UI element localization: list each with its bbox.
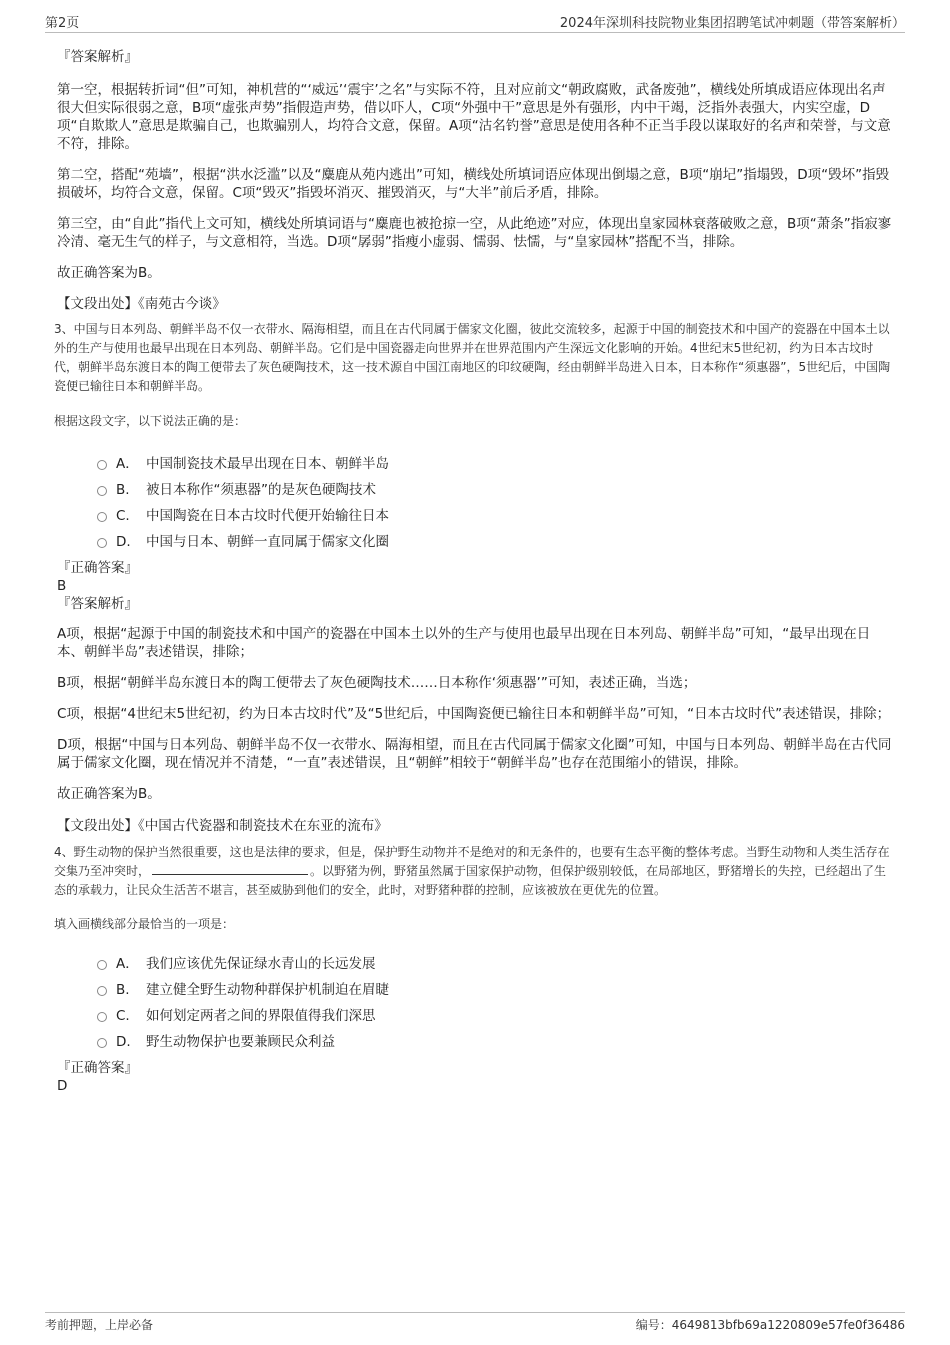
footer-slogan: 考前押题，上岸必备 [45,1318,154,1332]
source-citation: 【文段出处】《南苑古今谈》 [57,296,226,312]
radio-icon[interactable] [97,512,107,522]
option-c[interactable]: C. 如何划定两者之间的界限值得我们深思 [57,1003,895,1029]
source-citation: 【文段出处】《中国古代瓷器和制瓷技术在东亚的流布》 [57,818,388,834]
radio-icon[interactable] [97,486,107,496]
conclusion: 故正确答案为B。 [57,265,161,281]
question-3-stem: 3、中国与日本列岛、朝鲜半岛不仅一衣带水、隔海相望，而且在古代同属于儒家文化圈，彼此交流较多，起源于中国的制瓷技术和中国产的瓷器在中国本土以外的生产与使用也最早出现在日本列岛、朝鲜半岛。它们是中国瓷器走向世界并在世界范围内产生深远文化影响的开始。4世纪末5世纪初，约为日本古坟时代，朝鲜半岛东渡日本的陶工便带去了灰色硬陶技术，这一技术源自中国江南地区的印纹硬陶，经由朝鲜半岛进入日本，日本称作“须惠器”，5世纪后，中国陶瓷便已输往日本和朝鲜半岛。 [54,322,891,393]
analysis-option-a: A项，根据“起源于中国的制瓷技术和中国产的瓷器在中国本土以外的生产与使用也最早出现在日本列岛、朝鲜半岛”可知，“最早出现在日本、朝鲜半岛”表述错误，排除； [57,626,871,660]
analysis-paragraph-1: 第一空，根据转折词“但”可知，神机营的“‘威远’‘震宇’之名”与实际不符，且对应前文“朝政腐败，武备废弛”，横线处所填成语应体现出名声很大但实际很弱之意，B项“虚张声势”指假造声势，借以吓人，C项“外强中干”意思是外有强形，内中干竭，泛指外表强大，内实空虚，D项“自欺欺人”意思是欺骗自己，也欺骗别人，均符合文意，保留。A项“沽名钓誉”意思是使用各种不正当手段以谋取好的名声和荣誉，与文意不符，排除。 [57,82,891,152]
question-3-prompt: 根据这段文字，以下说法正确的是： [54,414,247,428]
option-a[interactable]: A． 中国制瓷技术最早出现在日本、朝鲜半岛 [57,451,895,477]
analysis-paragraph-3: 第三空，由“自此”指代上文可知，横线处所填词语与“麋鹿也被抢掠一空，从此绝迹”对应，体现出皇家园林衰落破败之意，B项“萧条”指寂寥冷清、毫无生气的样子，与文意相符，当选。D项“孱弱”指瘦小虚弱、懦弱、怯懦，与“皇家园林”搭配不当，排除。 [57,216,892,250]
document-body [54,46,895,1095]
radio-icon[interactable] [97,1038,107,1048]
analysis-paragraph-2: 第二空，搭配“苑墙”，根据“洪水泛滥”以及“麋鹿从苑内逃出”可知，横线处所填词语应体现出倒塌之意，B项“崩圮”指塌毁，D项“毁坏”指毁损破坏，均符合文意，保留。C项“毁灭”指毁坏消灭、摧毁消灭，与“大半”前后矛盾，排除。 [57,167,890,201]
correct-answer: B [57,578,67,594]
analysis-option-d: D项，根据“中国与日本列岛、朝鲜半岛不仅一衣带水、隔海相望，而且在古代同属于儒家文化圈”可知，中国与日本列岛、朝鲜半岛在古代同属于儒家文化圈，现在情况并不清楚，“一直”表述错误，且“朝鲜”相较于“朝鲜半岛”也存在范围缩小的错误，排除。 [57,737,892,771]
analysis-label: 『答案解析』 [57,596,138,612]
option-c[interactable]: C. 中国陶瓷在日本古坟时代便开始输往日本 [57,503,895,529]
radio-icon[interactable] [97,960,107,970]
correct-answer: D [57,1078,68,1094]
option-d[interactable]: D. 野生动物保护也要兼顾民众利益 [57,1029,895,1055]
document-title: 2024年深圳科技院物业集团招聘笔试冲刺题（带答案解析） [559,16,905,31]
analysis-label: 『答案解析』 [57,49,138,65]
correct-answer-label: 『正确答案』 [57,1060,138,1076]
radio-icon[interactable] [97,460,107,470]
radio-icon[interactable] [97,1012,107,1022]
option-b[interactable]: B. 建立健全野生动物种群保护机制迫在眉睫 [57,977,895,1003]
question-4-stem: 4、野生动物的保护当然很重要，这也是法律的要求，但是，保护野生动物并不是绝对的和无条件的，也要有生态平衡的整体考虑。当野生动物和人类生活存在交集乃至冲突时， 。以野猪为例，野猪虽然属于国家保护动物，但保护级别较低，在局部地区，野猪增长的失控，已经超出了生态的承载力，让民众生活苦不堪言，甚至威胁到他们的安全，此时，对野猪种群的控制，应该被放在更优先的位置。 [54,845,890,897]
question-4-options [57,951,895,1055]
option-a[interactable]: A． 我们应该优先保证绿水青山的长远发展 [57,951,895,977]
option-d[interactable]: D. 中国与日本、朝鲜一直同属于儒家文化圈 [57,529,895,555]
conclusion: 故正确答案为B。 [57,786,161,802]
question-3-options [57,451,895,555]
question-4-prompt: 填入画横线部分最恰当的一项是： [54,917,235,931]
document-id: 编号：4649813bfb69a1220809e57fe0f36486 [635,1318,905,1332]
page-number: 第2页 [45,16,80,31]
radio-icon[interactable] [97,986,107,996]
radio-icon[interactable] [97,538,107,548]
correct-answer-label: 『正确答案』 [57,560,138,576]
page-header [45,12,905,33]
analysis-option-b: B项，根据“朝鲜半岛东渡日本的陶工便带去了灰色硬陶技术……日本称作‘须惠器’”可知，表述正确，当选； [57,675,697,691]
analysis-option-c: C项，根据“4世纪末5世纪初，约为日本古坟时代”及“5世纪后，中国陶瓷便已输往日本和朝鲜半岛”可知，“日本古坟时代”表述错误，排除； [57,706,891,722]
fill-blank [152,862,308,875]
option-b[interactable]: B. 被日本称作“须惠器”的是灰色硬陶技术 [57,477,895,503]
page-footer [45,1312,905,1335]
